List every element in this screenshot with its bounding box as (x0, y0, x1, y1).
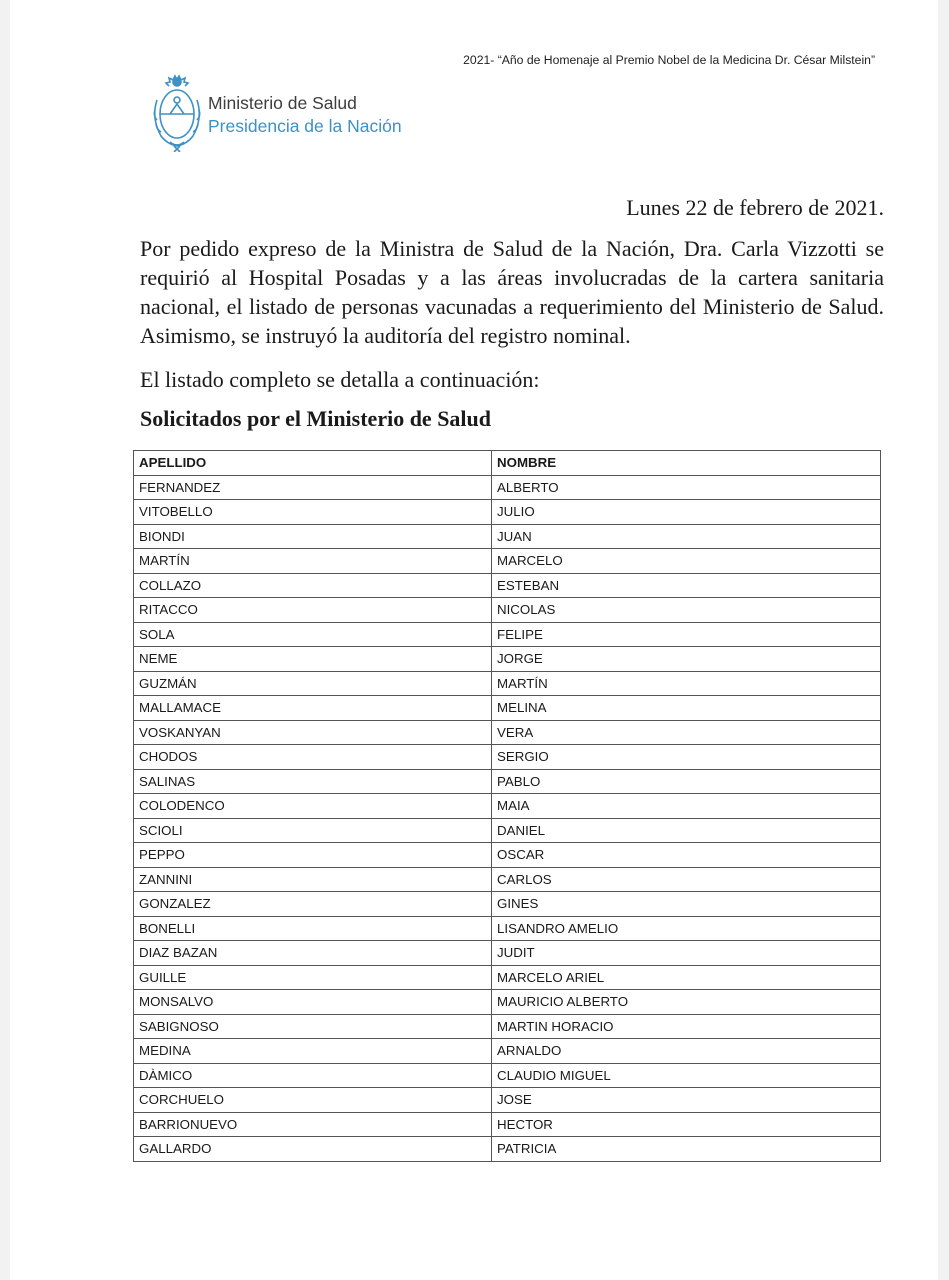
cell-apellido: SABIGNOSO (134, 1014, 492, 1039)
cell-apellido: NEME (134, 647, 492, 672)
cell-nombre: ALBERTO (492, 475, 881, 500)
cell-nombre: MARTIN HORACIO (492, 1014, 881, 1039)
cell-nombre: PABLO (492, 769, 881, 794)
table-row (134, 843, 881, 868)
cell-nombre: GINES (492, 892, 881, 917)
table-row (134, 720, 881, 745)
column-header-nombre: NOMBRE (492, 451, 881, 476)
cell-nombre: LISANDRO AMELIO (492, 916, 881, 941)
table-row (134, 1014, 881, 1039)
cell-apellido: DIAZ BAZAN (134, 941, 492, 966)
table-row (134, 794, 881, 819)
cell-apellido: PEPPO (134, 843, 492, 868)
table-row (134, 1088, 881, 1113)
cell-nombre: JUAN (492, 524, 881, 549)
letter-intro: El listado completo se detalla a continuación: (140, 367, 540, 392)
argentina-coat-of-arms-icon (148, 70, 206, 152)
table-row (134, 622, 881, 647)
vaccinated-list-table (133, 450, 881, 1162)
cell-nombre: MARCELO ARIEL (492, 965, 881, 990)
cell-apellido: SCIOLI (134, 818, 492, 843)
cell-nombre: CARLOS (492, 867, 881, 892)
cell-apellido: GALLARDO (134, 1137, 492, 1162)
cell-nombre: PATRICIA (492, 1137, 881, 1162)
table-row (134, 647, 881, 672)
cell-apellido: SOLA (134, 622, 492, 647)
cell-nombre: VERA (492, 720, 881, 745)
cell-nombre: CLAUDIO MIGUEL (492, 1063, 881, 1088)
cell-nombre: ARNALDO (492, 1039, 881, 1064)
org-name: Ministerio de Salud (208, 93, 357, 113)
header-note: 2021- “Año de Homenaje al Premio Nobel de la Medicina Dr. César Milstein” (463, 53, 875, 67)
cell-nombre: OSCAR (492, 843, 881, 868)
column-header-apellido: APELLIDO (134, 451, 492, 476)
table-row (134, 573, 881, 598)
table-row (134, 1137, 881, 1162)
cell-apellido: MONSALVO (134, 990, 492, 1015)
table-row (134, 549, 881, 574)
cell-nombre: MARCELO (492, 549, 881, 574)
cell-apellido: BIONDI (134, 524, 492, 549)
table-row (134, 696, 881, 721)
cell-apellido: VOSKANYAN (134, 720, 492, 745)
cell-nombre: MARTÍN (492, 671, 881, 696)
cell-nombre: DANIEL (492, 818, 881, 843)
table-row (134, 1063, 881, 1088)
cell-nombre: FELIPE (492, 622, 881, 647)
table-row (134, 769, 881, 794)
letter-date: Lunes 22 de febrero de 2021. (626, 195, 884, 220)
table-row (134, 965, 881, 990)
cell-nombre: MAURICIO ALBERTO (492, 990, 881, 1015)
cell-nombre: HECTOR (492, 1112, 881, 1137)
cell-apellido: COLLAZO (134, 573, 492, 598)
cell-apellido: DÀMICO (134, 1063, 492, 1088)
table-body (134, 475, 881, 1161)
table-row (134, 500, 881, 525)
table-row (134, 598, 881, 623)
cell-apellido: MALLAMACE (134, 696, 492, 721)
cell-apellido: GUZMÁN (134, 671, 492, 696)
cell-apellido: ZANNINI (134, 867, 492, 892)
cell-apellido: MEDINA (134, 1039, 492, 1064)
cell-apellido: COLODENCO (134, 794, 492, 819)
cell-apellido: BARRIONUEVO (134, 1112, 492, 1137)
cell-nombre: JUDIT (492, 941, 881, 966)
cell-apellido: VITOBELLO (134, 500, 492, 525)
cell-apellido: GUILLE (134, 965, 492, 990)
cell-apellido: SALINAS (134, 769, 492, 794)
cell-nombre: JOSE (492, 1088, 881, 1113)
org-subtitle: Presidencia de la Nación (208, 116, 402, 136)
cell-nombre: MAIA (492, 794, 881, 819)
cell-apellido: CHODOS (134, 745, 492, 770)
table-row (134, 745, 881, 770)
section-title: Solicitados por el Ministerio de Salud (140, 406, 492, 431)
letter-paragraph: Por pedido expreso de la Ministra de Salud de la Nación, Dra. Carla Vizzotti se requirió al Hospital Posadas y a las áreas involucradas de la cartera sanitaria nacional, el listado de personas vacunadas a requerimiento del Ministerio de Salud. Asimismo, se instruyó la auditoría del registro nominal. (140, 236, 884, 348)
table-row (134, 524, 881, 549)
table-row (134, 892, 881, 917)
cell-nombre: JORGE (492, 647, 881, 672)
cell-nombre: MELINA (492, 696, 881, 721)
table-row (134, 818, 881, 843)
table-row (134, 941, 881, 966)
cell-apellido: GONZALEZ (134, 892, 492, 917)
table-row (134, 1039, 881, 1064)
document-page (10, 0, 938, 1280)
cell-apellido: BONELLI (134, 916, 492, 941)
table-row (134, 916, 881, 941)
cell-nombre: ESTEBAN (492, 573, 881, 598)
cell-nombre: NICOLAS (492, 598, 881, 623)
table-row (134, 671, 881, 696)
cell-apellido: FERNANDEZ (134, 475, 492, 500)
table-row (134, 990, 881, 1015)
table-row (134, 1112, 881, 1137)
cell-nombre: JULIO (492, 500, 881, 525)
table-row (134, 475, 881, 500)
cell-apellido: RITACCO (134, 598, 492, 623)
table-row (134, 867, 881, 892)
table-header-row (134, 451, 881, 476)
cell-nombre: SERGIO (492, 745, 881, 770)
cell-apellido: MARTÍN (134, 549, 492, 574)
cell-apellido: CORCHUELO (134, 1088, 492, 1113)
